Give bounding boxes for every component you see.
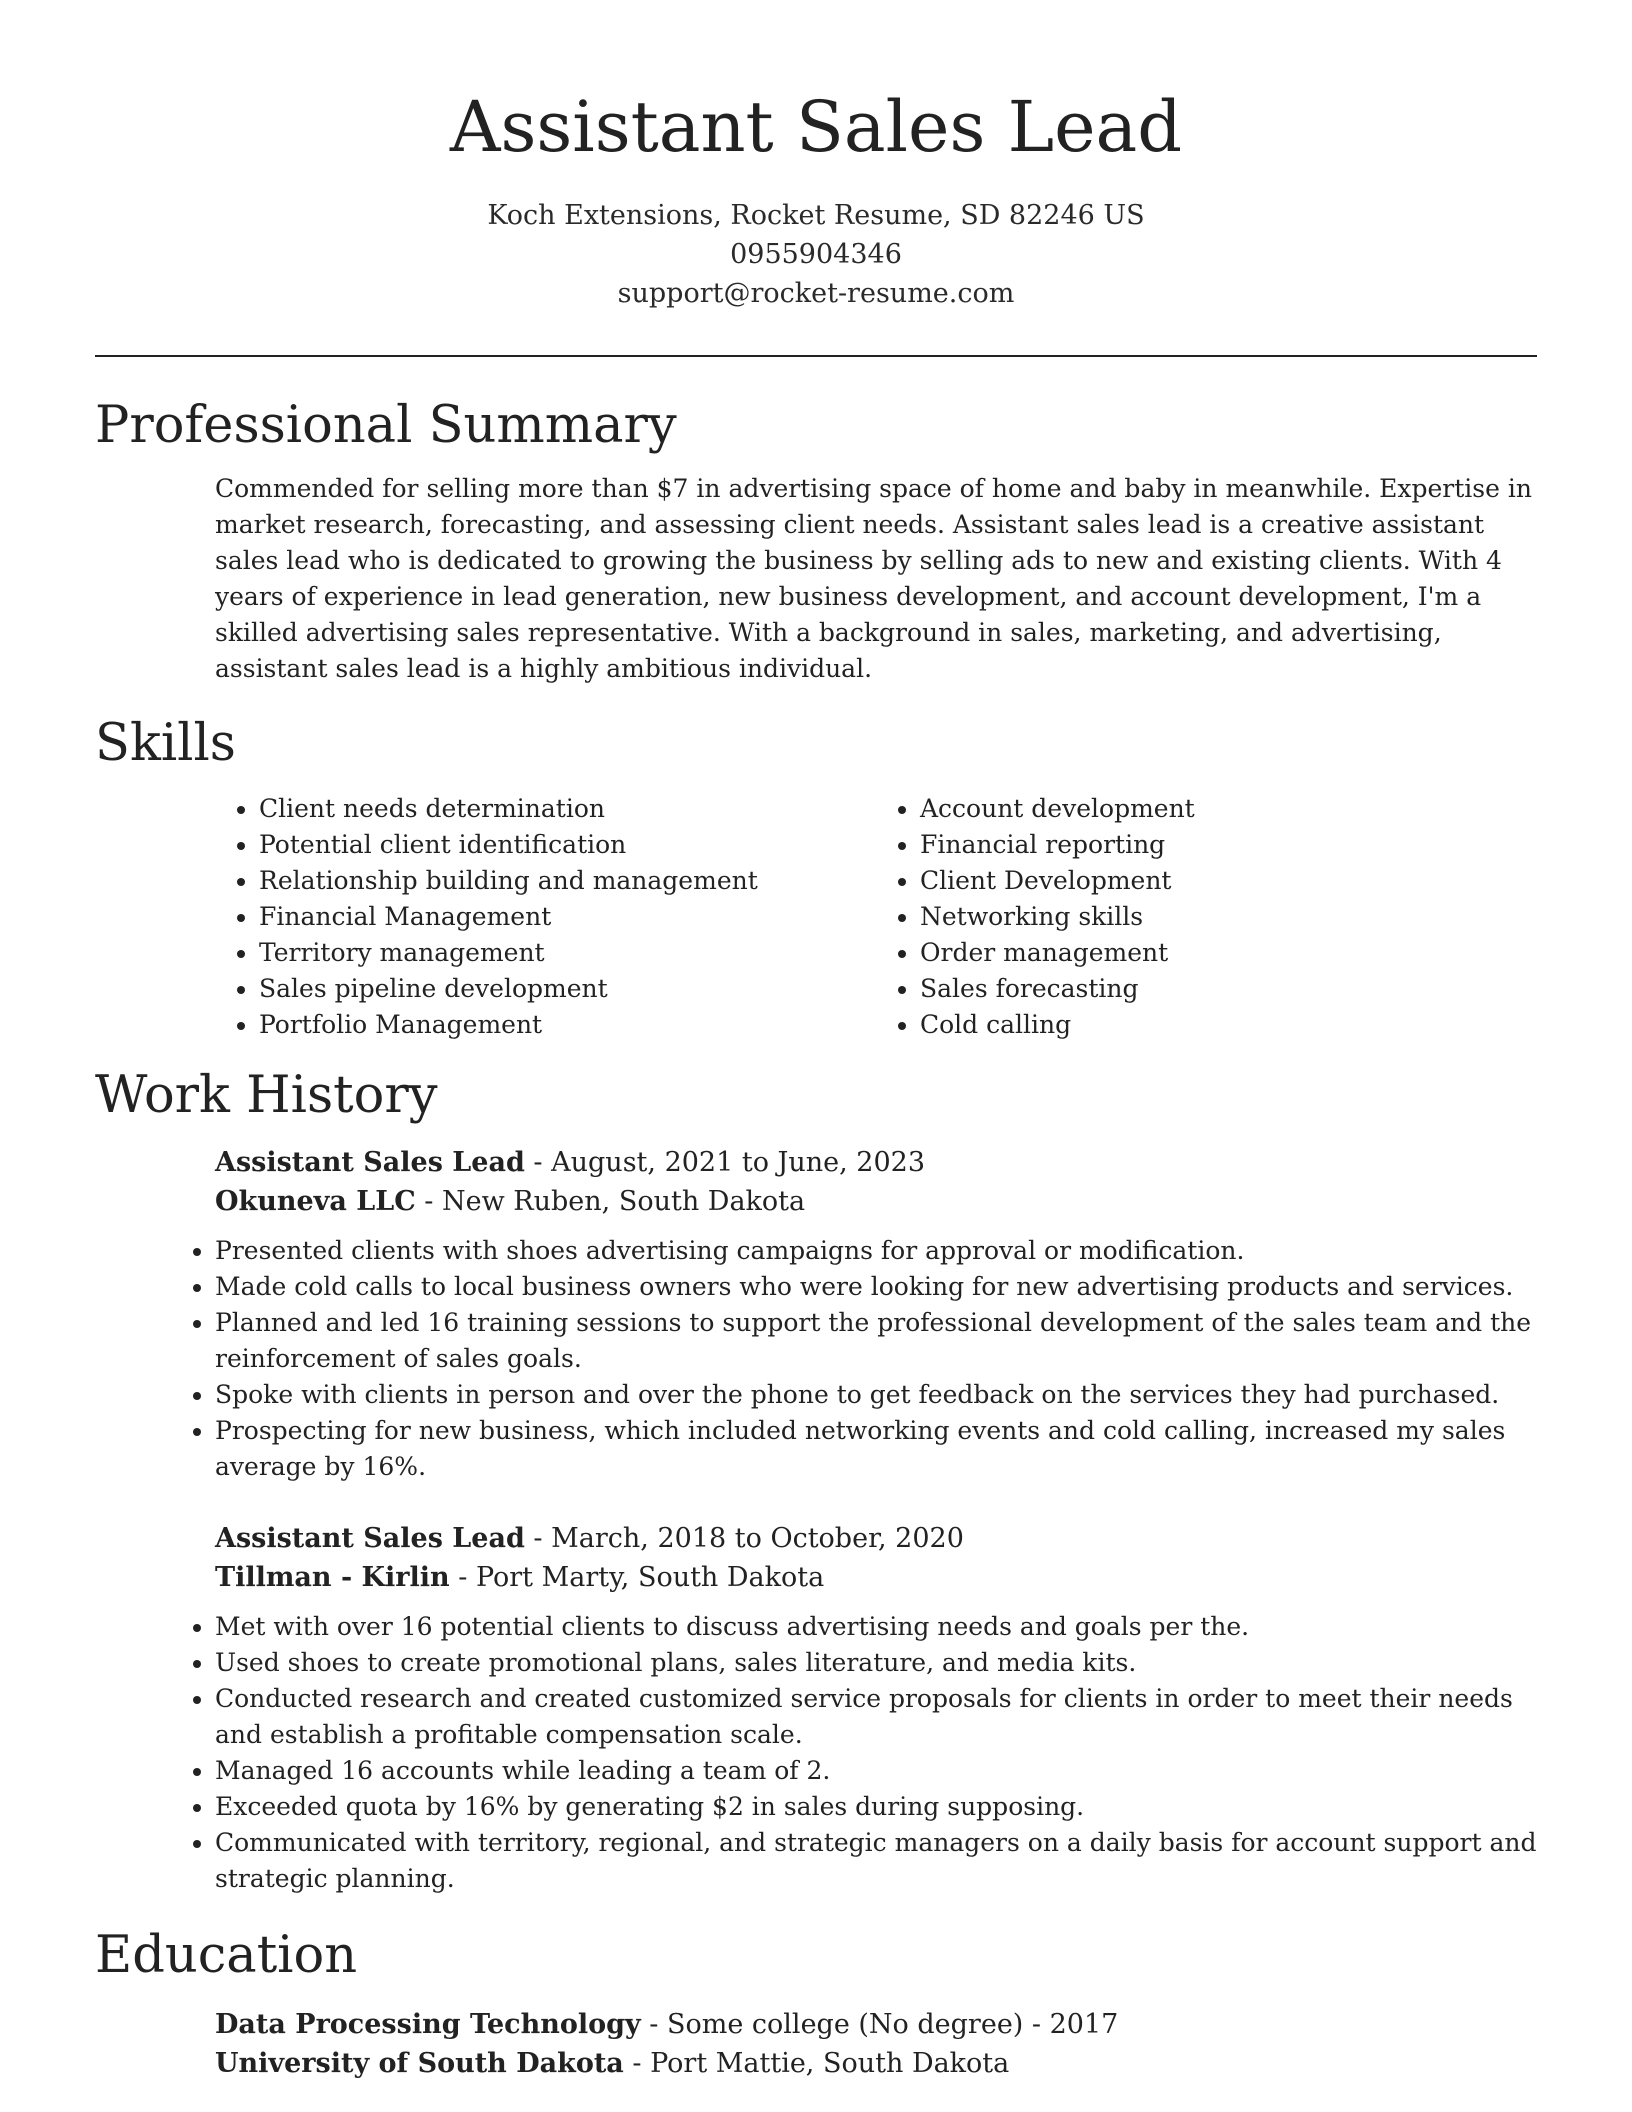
skill-item: • Account development: [920, 791, 1537, 827]
skills-list: [215, 791, 1537, 1043]
skills-heading: Skills: [95, 714, 236, 773]
job-bullet: • Managed 16 accounts while leading a team of 2.: [215, 1753, 1537, 1789]
skill-item: • Portfolio Management: [259, 1007, 876, 1043]
job-role: Assistant Sales Lead: [215, 1523, 525, 1554]
work-history-heading: Work History: [95, 1066, 438, 1125]
skill-item: • Financial Management: [259, 899, 876, 935]
job-bullets: [171, 1609, 1537, 1897]
skill-item: • Order management: [920, 935, 1537, 971]
phone: 0955904346: [730, 239, 902, 270]
education-degree-line: [215, 2005, 1537, 2044]
skill-item: • Client Development: [920, 863, 1537, 899]
job-location: - New Ruben, South Dakota: [415, 1186, 806, 1217]
job-bullet: • Presented clients with shoes advertising campaigns for approval or modification.: [215, 1233, 1537, 1269]
education-entry: [215, 2005, 1537, 2083]
skill-item: • Sales forecasting: [920, 971, 1537, 1007]
skill-item: • Client needs determination: [259, 791, 876, 827]
education-details: - Some college (No degree) - 2017: [640, 2009, 1119, 2040]
education-school-line: [215, 2044, 1537, 2083]
skills-column-left: [215, 791, 876, 1043]
job-location: - Port Marty, South Dakota: [449, 1562, 825, 1593]
job-entry: [215, 1143, 1537, 1485]
job-bullet: • Used shoes to create promotional plans, sales literature, and media kits.: [215, 1645, 1537, 1681]
job-role: Assistant Sales Lead: [215, 1147, 525, 1178]
job-bullet: • Communicated with territory, regional, and strategic managers on a daily basis for account support and strategic planning.: [215, 1825, 1537, 1897]
job-company-line: [215, 1182, 1537, 1221]
summary-text: Commended for selling more than $7 in advertising space of home and baby in meanwhile. Expertise in market research, forecasting, and assessing client needs. Assistant sales lead is a creative assistant sales lead who is dedicated to growing the business by selling ads to new and existing clients. With 4 years of experience in lead generation, new business development, and account development, I'm a skilled advertising sales representative. With a background in sales, marketing, and advertising, assistant sales lead is a highly ambitious individual.: [215, 474, 1532, 683]
job-title-line: [215, 1143, 1537, 1182]
job-dates: - March, 2018 to October, 2020: [524, 1523, 964, 1554]
education-heading: Education: [95, 1926, 358, 1985]
skill-item: • Networking skills: [920, 899, 1537, 935]
job-bullet: • Planned and led 16 training sessions to support the professional development of the sales team and the reinforcement of sales goals.: [215, 1305, 1537, 1377]
skill-item: • Cold calling: [920, 1007, 1537, 1043]
job-company: Tillman - Kirlin: [215, 1562, 450, 1593]
job-bullets: [171, 1233, 1537, 1485]
education-location: - Port Mattie, South Dakota: [623, 2048, 1010, 2079]
skill-item: • Territory management: [259, 935, 876, 971]
job-company-line: [215, 1558, 1537, 1597]
summary-heading: Professional Summary: [95, 396, 677, 455]
job-title-line: [215, 1519, 1537, 1558]
resume-header: [95, 0, 1537, 313]
email: support@rocket-resume.com: [617, 278, 1015, 309]
address: Koch Extensions, Rocket Resume, SD 82246 US: [487, 200, 1145, 231]
job-bullet: • Exceeded quota by 16% by generating $2 in sales during supposing.: [215, 1789, 1537, 1825]
job-company: Okuneva LLC: [215, 1186, 416, 1217]
header-divider: [95, 355, 1537, 357]
skill-item: • Sales pipeline development: [259, 971, 876, 1007]
job-bullet: • Conducted research and created customized service proposals for clients in order to meet their needs and establish a profitable compensation scale.: [215, 1681, 1537, 1753]
skill-item: • Financial reporting: [920, 827, 1537, 863]
job-bullet: • Prospecting for new business, which included networking events and cold calling, increased my sales average by 16%.: [215, 1413, 1537, 1485]
skill-item: • Relationship building and management: [259, 863, 876, 899]
education-school: University of South Dakota: [215, 2048, 624, 2079]
job-bullet: • Met with over 16 potential clients to discuss advertising needs and goals per the.: [215, 1609, 1537, 1645]
job-bullet: • Made cold calls to local business owners who were looking for new advertising products and services.: [215, 1269, 1537, 1305]
job-bullet: • Spoke with clients in person and over the phone to get feedback on the services they had purchased.: [215, 1377, 1537, 1413]
job-dates: - August, 2021 to June, 2023: [524, 1147, 926, 1178]
candidate-name: Assistant Sales Lead: [449, 86, 1183, 168]
skills-column-right: [876, 791, 1537, 1043]
job-entry: [215, 1519, 1537, 1897]
education-degree: Data Processing Technology: [215, 2009, 641, 2040]
contact-info: [95, 196, 1537, 313]
skill-item: • Potential client identification: [259, 827, 876, 863]
